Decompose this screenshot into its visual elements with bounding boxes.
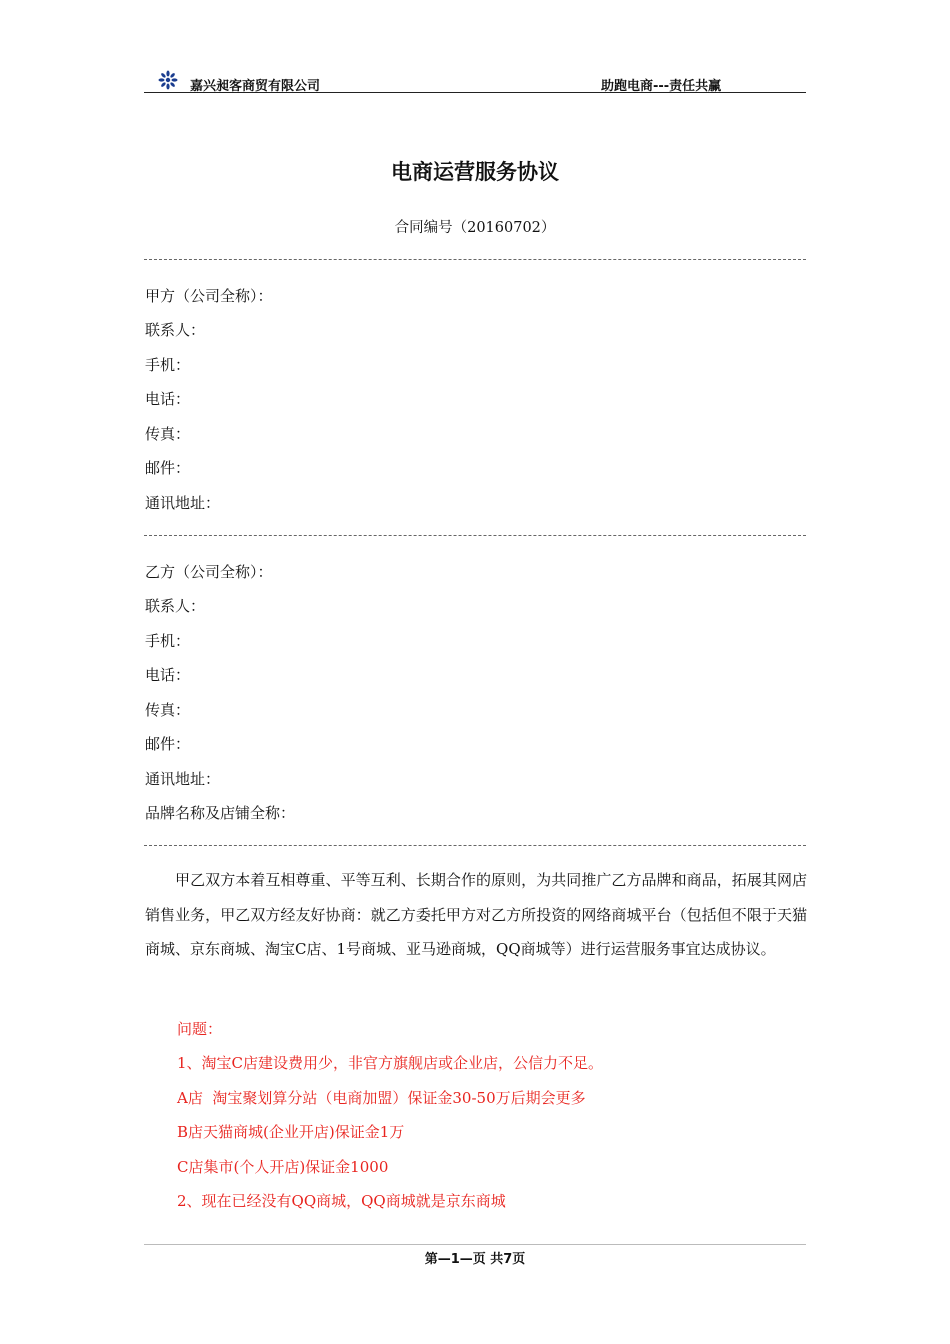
header-company-name: 嘉兴昶客商贸有限公司 (190, 79, 321, 94)
section-divider (144, 845, 806, 846)
party-a-contact-label: 联系人： (145, 321, 206, 339)
party-b-brand-label: 品牌名称及店铺全称： (145, 804, 296, 822)
intro-text: 甲乙双方本着互相尊重、平等互利、长期合作的原则，为共同推广乙方品牌和商品，拓展其网店销售业务，甲乙双方经友好协商：就乙方委托甲方对乙方所投资的网络商城平台（包括但不限于天猫商城、京东商城、淘宝C店、1号商城、亚马逊商城，QQ商城等）进行运营服务事宜达成协议。 (145, 871, 807, 958)
note-item: C店集市(个人开店)保证金1000 (177, 1158, 389, 1176)
party-a-mobile-label: 手机： (145, 356, 191, 374)
notes-heading: 问题： (177, 1020, 223, 1038)
party-b-fax-label: 传真： (145, 701, 191, 719)
section-divider (144, 259, 806, 260)
contract-number: 合同编号（20160702） (394, 220, 556, 236)
page-number: 第—1—页 共7页 (424, 1252, 526, 1267)
party-a-phone-label: 电话： (145, 390, 191, 408)
party-b-mobile-label: 手机： (145, 632, 191, 650)
header-divider (144, 92, 806, 93)
party-a-email-label: 邮件： (145, 459, 191, 477)
intro-paragraph (145, 863, 807, 967)
document-title: 电商运营服务协议 (391, 160, 559, 184)
party-a-address-label: 通讯地址： (145, 494, 221, 512)
note-item: 1、淘宝C店建设费用少，非官方旗舰店或企业店，公信力不足。 (177, 1054, 604, 1072)
header-slogan: 助跑电商---责任共赢 (601, 79, 722, 94)
party-b-contact-label: 联系人： (145, 597, 206, 615)
party-a-fax-label: 传真： (145, 425, 191, 443)
section-divider (144, 535, 806, 536)
note-item: 2、现在已经没有QQ商城，QQ商城就是京东商城 (177, 1192, 506, 1210)
party-b-name-label: 乙方（公司全称）： (145, 563, 273, 581)
note-item: B店天猫商城(企业开店)保证金1万 (177, 1123, 405, 1141)
flower-logo-icon (158, 70, 178, 90)
party-b-email-label: 邮件： (145, 735, 191, 753)
party-a-name-label: 甲方（公司全称）： (145, 287, 273, 305)
party-b-phone-label: 电话： (145, 666, 191, 684)
note-item: A店 淘宝聚划算分站（电商加盟）保证金30-50万后期会更多 (177, 1089, 586, 1107)
footer-divider (144, 1244, 806, 1245)
party-b-address-label: 通讯地址： (145, 770, 221, 788)
